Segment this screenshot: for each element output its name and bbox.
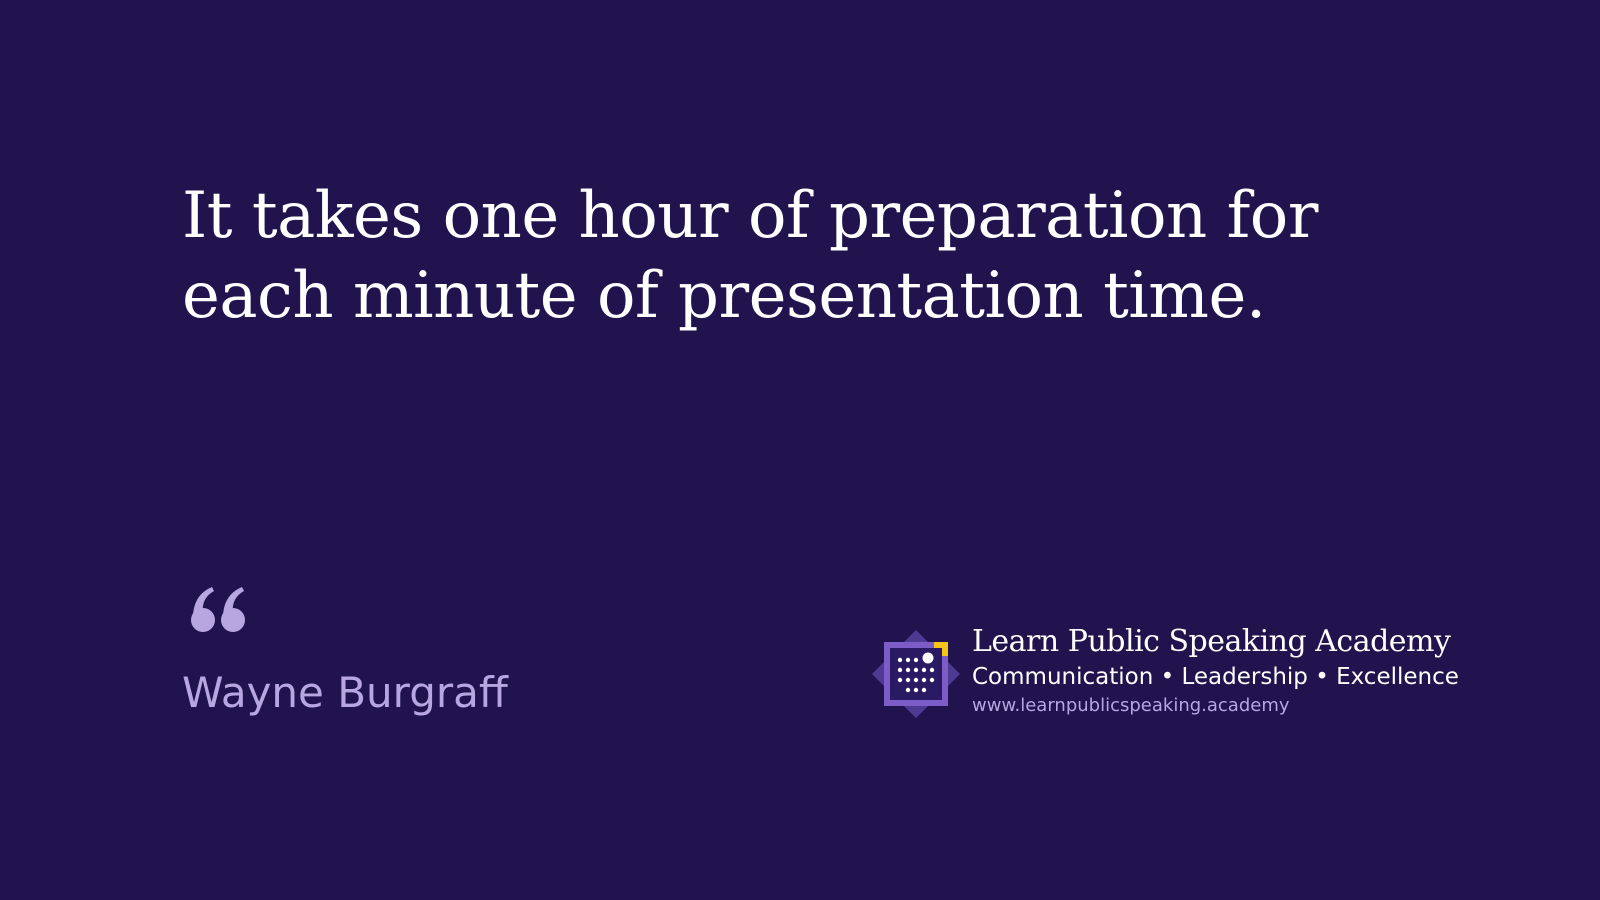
quote-text: It takes one hour of preparation for each minute of presentation time. <box>182 179 1318 333</box>
brand-block <box>872 622 1459 722</box>
quote-mark-icon <box>190 586 250 636</box>
brand-name: Learn Public Speaking Academy <box>972 624 1451 659</box>
brand-tagline: Communication • Leadership • Excellence <box>972 664 1459 690</box>
academy-logo-icon <box>872 630 960 718</box>
quote-author: Wayne Burgraff <box>182 668 508 717</box>
brand-url: www.learnpublicspeaking.academy <box>972 695 1290 716</box>
